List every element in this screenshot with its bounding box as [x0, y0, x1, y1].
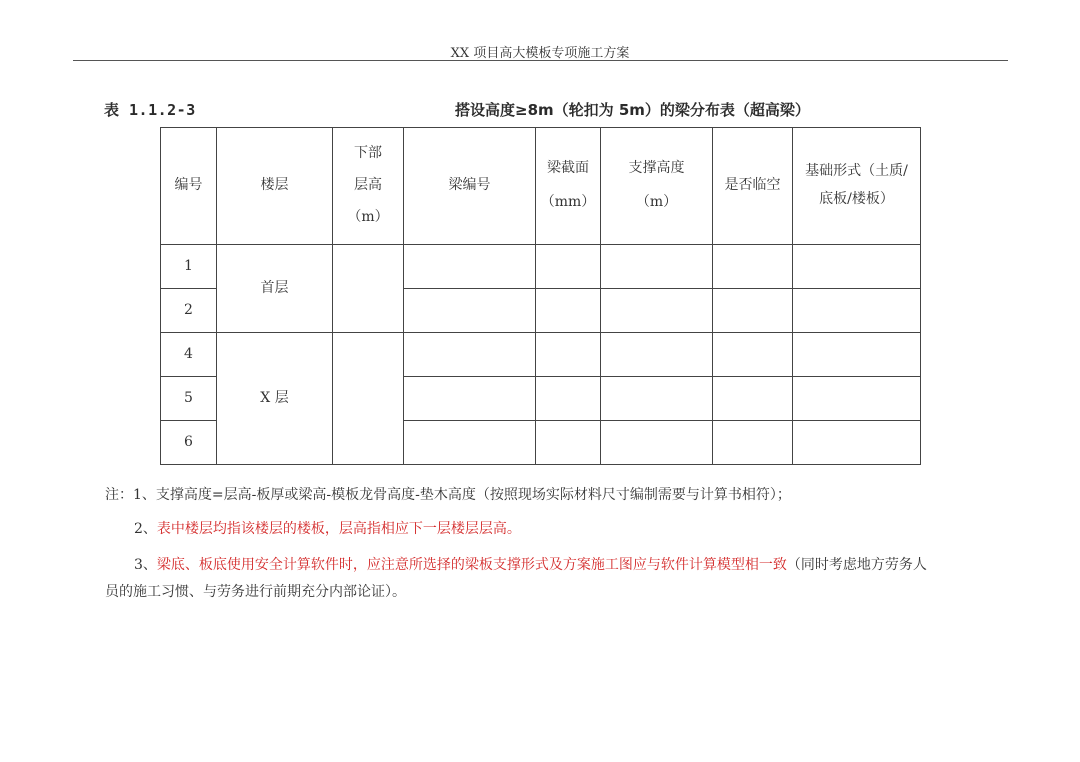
note-3-number: 3、	[134, 557, 157, 573]
row-no: 4	[161, 333, 217, 377]
note-3-continuation: 员的施工习惯、与劳务进行前期充分内部论证）。	[105, 584, 406, 600]
cell	[601, 377, 713, 421]
cell	[601, 333, 713, 377]
cell	[713, 421, 793, 465]
header-lower-height-line2: 层高	[354, 177, 382, 194]
table-number: 表 1.1.2-3	[104, 101, 196, 119]
note-2-number: 2、	[134, 521, 157, 537]
beam-distribution-table	[160, 127, 921, 465]
header-foundation-line1: 基础形式（土质/	[805, 163, 908, 180]
header-support-line1: 支撑高度	[628, 160, 685, 177]
header-edge: 是否临空	[713, 128, 793, 245]
note-1: 注：1、支撑高度=层高-板厚或梁高-模板龙骨高度-垫木高度（按照现场实际材料尺寸编制需要与计算书相符）；	[105, 487, 791, 503]
cell	[404, 245, 536, 289]
note-2-text: 表中楼层均指该楼层的楼板，层高指相应下一层楼层层高。	[156, 521, 521, 537]
cell	[793, 333, 921, 377]
cell	[793, 245, 921, 289]
header-section-line2: （mm）	[540, 194, 596, 210]
header-section-line1: 梁截面	[547, 160, 589, 177]
table-title: 搭设高度≥8m（轮扣为 5m）的梁分布表（超高梁）	[455, 101, 810, 119]
table-row	[161, 333, 921, 377]
row-no: 1	[161, 245, 217, 289]
header-beam-no: 梁编号	[404, 128, 536, 245]
cell	[404, 333, 536, 377]
cell	[793, 421, 921, 465]
header-foundation	[793, 128, 921, 245]
cell	[404, 377, 536, 421]
cell	[404, 421, 536, 465]
cell	[713, 377, 793, 421]
header-support-line2: （m）	[635, 194, 678, 210]
header-lower-height-line1: 下部	[354, 145, 382, 162]
floor-cell: 首层	[217, 245, 333, 333]
cell	[793, 289, 921, 333]
note-3-tail: （同时考虑地方劳务人	[786, 557, 927, 573]
cell	[601, 289, 713, 333]
cell	[404, 289, 536, 333]
cell	[536, 289, 601, 333]
note-3	[134, 554, 927, 574]
row-no: 6	[161, 421, 217, 465]
header-foundation-line2: 底板/楼板）	[819, 191, 894, 207]
floor-cell: X 层	[217, 333, 333, 465]
lower-height-cell	[333, 245, 404, 333]
header-no: 编号	[161, 128, 217, 245]
cell	[713, 289, 793, 333]
cell	[601, 421, 713, 465]
page-header: XX 项目高大模板专项施工方案	[450, 46, 630, 61]
cell	[601, 245, 713, 289]
table-header-row	[161, 128, 921, 245]
cell	[793, 377, 921, 421]
header-rule	[73, 60, 1008, 61]
row-no: 2	[161, 289, 217, 333]
row-no: 5	[161, 377, 217, 421]
cell	[713, 245, 793, 289]
header-lower-height-line3: （m）	[347, 208, 389, 225]
note-3-highlight: 梁底、板底使用安全计算软件时，应注意所选择的梁板支撑形式及方案施工图应与软件计算模型相一致	[156, 557, 787, 573]
cell	[536, 421, 601, 465]
cell	[536, 333, 601, 377]
note-2	[134, 518, 521, 538]
header-section	[536, 128, 601, 245]
header-lower-height	[333, 128, 404, 245]
lower-height-cell	[333, 333, 404, 465]
header-floor: 楼层	[217, 128, 333, 245]
cell	[536, 377, 601, 421]
table-row	[161, 245, 921, 289]
cell	[536, 245, 601, 289]
cell	[713, 333, 793, 377]
header-support-height	[601, 128, 713, 245]
